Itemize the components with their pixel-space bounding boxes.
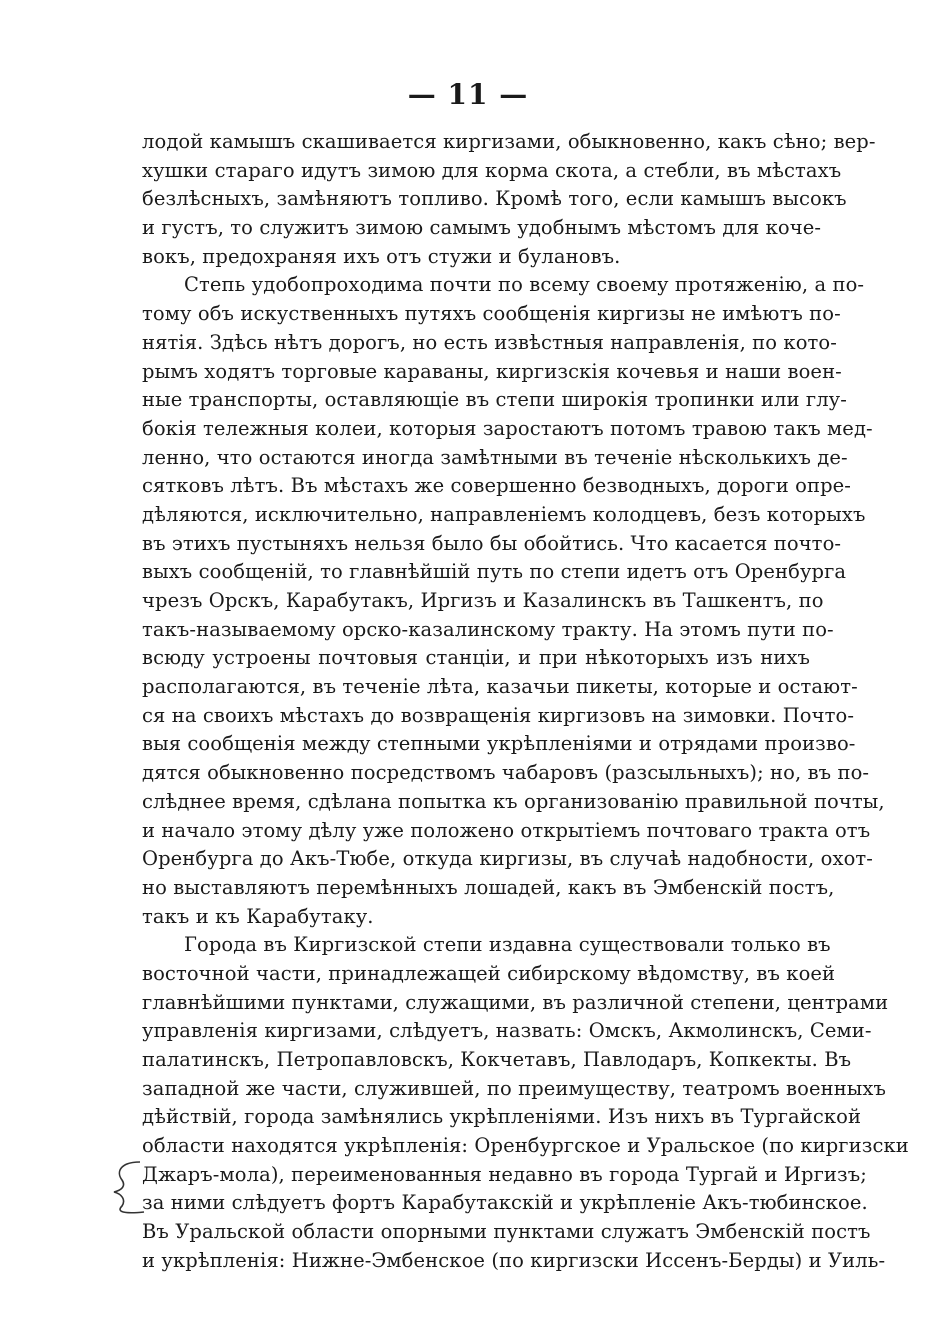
- text-line: главнѣйшими пунктами, служащими, въ различной степени, центрами: [142, 990, 889, 1014]
- text-line: въ этихъ пустыняхъ нельзя было бы обойтись. Что касается почто-: [142, 531, 842, 555]
- paragraph: [142, 128, 876, 271]
- text-line: нятія. Здѣсь нѣтъ дорогъ, но есть извѣстныя направленія, по кото-: [142, 330, 837, 354]
- text-line: безлѣсныхъ, замѣняютъ топливо. Кромѣ того, если камышъ высокъ: [142, 187, 847, 211]
- text-line: западной же части, служившей, по преимуществу, театромъ военныхъ: [142, 1076, 887, 1100]
- text-line: ся на своихъ мѣстахъ до возвращенія киргизовъ на зимовки. Почто-: [142, 703, 855, 727]
- text-line: бокія тележныя колеи, которыя заростаютъ потомъ травою такъ мед-: [142, 416, 873, 440]
- text-line: всюду устроены почтовыя станціи, и при нѣкоторыхъ изъ нихъ: [142, 646, 810, 670]
- text-line: Джаръ-мола), переименованныя недавно въ города Тургай и Иргизъ;: [142, 1162, 867, 1186]
- text-line: Города въ Киргизской степи издавна существовали только въ: [184, 933, 831, 957]
- text-line: лодой камышъ скашивается киргизами, обыкновенно, какъ сѣно; вер-: [142, 130, 876, 153]
- text-line: располагаются, въ теченіе лѣта, казачьи пикеты, которые и остают-: [142, 675, 858, 699]
- text-line: ленно, что остаются иногда замѣтными въ теченіе нѣсколькихъ де-: [142, 445, 848, 469]
- text-line: такъ и къ Карабутаку.: [142, 904, 374, 928]
- text-line: слѣднее время, сдѣлана попытка къ организованію правильной почты,: [142, 789, 885, 813]
- text-line: чрезъ Орскъ, Карабутакъ, Иргизъ и Казалинскъ въ Ташкентъ, по: [142, 589, 824, 612]
- text-line: тому объ искуственныхъ путяхъ сообщенія киргизы не имѣютъ по-: [142, 302, 841, 326]
- text-line: и густъ, то служитъ зимою самымъ удобнымъ мѣстомъ для коче-: [142, 216, 822, 240]
- text-line: и начало этому дѣлу уже положено открытіемъ почтоваго тракта отъ: [142, 818, 871, 842]
- text-line: Оренбурга до Акъ-Тюбе, откуда киргизы, въ случаѣ надобности, охот-: [142, 847, 873, 871]
- text-line: хушки стараго идутъ зимою для корма скота, а стебли, въ мѣстахъ: [142, 158, 842, 182]
- body-text: [142, 128, 909, 1276]
- text-line: Степь удобопроходима почти по всему своему протяженію, а по-: [184, 273, 865, 297]
- paragraph: [142, 931, 909, 1275]
- text-line: и укрѣпленія: Нижне-Эмбенское (по киргизски Иссенъ-Берды) и Уиль-: [142, 1248, 886, 1272]
- text-line: сятковъ лѣтъ. Въ мѣстахъ же совершенно безводныхъ, дороги опре-: [142, 474, 851, 498]
- text-line: но выставляютъ перемѣнныхъ лошадей, какъ въ Эмбенскій постъ,: [142, 875, 835, 899]
- text-line: дѣляются, исключительно, направленіемъ колодцевъ, безъ которыхъ: [142, 502, 866, 526]
- page-number: — 11 —: [407, 78, 529, 111]
- text-line: области находятся укрѣпленія: Оренбургское и Уральское (по киргизски: [142, 1134, 909, 1158]
- text-line: выхъ сообщеній, то главнѣйшій путь по степи идетъ отъ Оренбурга: [142, 560, 847, 584]
- margin-bracket-mark: [112, 1158, 146, 1216]
- text-line: восточной части, принадлежащей сибирскому вѣдомству, въ коей: [142, 961, 836, 985]
- text-line: рымъ ходятъ торговые караваны, киргизскія кочевья и наши воен-: [142, 359, 842, 383]
- text-line: Въ Уральской области опорными пунктами служатъ Эмбенскій постъ: [142, 1220, 871, 1244]
- paragraph: [142, 271, 885, 931]
- text-line: управленія киргизами, слѣдуетъ, назвать: Омскъ, Акмолинскъ, Семи-: [142, 1019, 872, 1043]
- text-line: дятся обыкновенно посредствомъ чабаровъ (разсыльныхъ); но, въ по-: [142, 761, 870, 785]
- text-line: палатинскъ, Петропавловскъ, Кокчетавъ, Павлодаръ, Копкекты. Въ: [142, 1048, 852, 1071]
- text-line: за ними слѣдуетъ фортъ Карабутакскій и укрѣпленіе Акъ-тюбинское.: [142, 1191, 868, 1215]
- text-line: дѣйствій, города замѣнялись укрѣпленіями. Изъ нихъ въ Тургайской: [142, 1105, 862, 1129]
- text-line: вокъ, предохраняя ихъ отъ стужи и булановъ.: [142, 244, 621, 268]
- text-line: ные транспорты, оставляющіе въ степи широкія тропинки или глу-: [142, 388, 847, 412]
- text-line: такъ-называемому орско-казалинскому тракту. На этомъ пути по-: [142, 617, 834, 641]
- text-line: выя сообщенія между степными укрѣпленіями и отрядами произво-: [142, 732, 856, 756]
